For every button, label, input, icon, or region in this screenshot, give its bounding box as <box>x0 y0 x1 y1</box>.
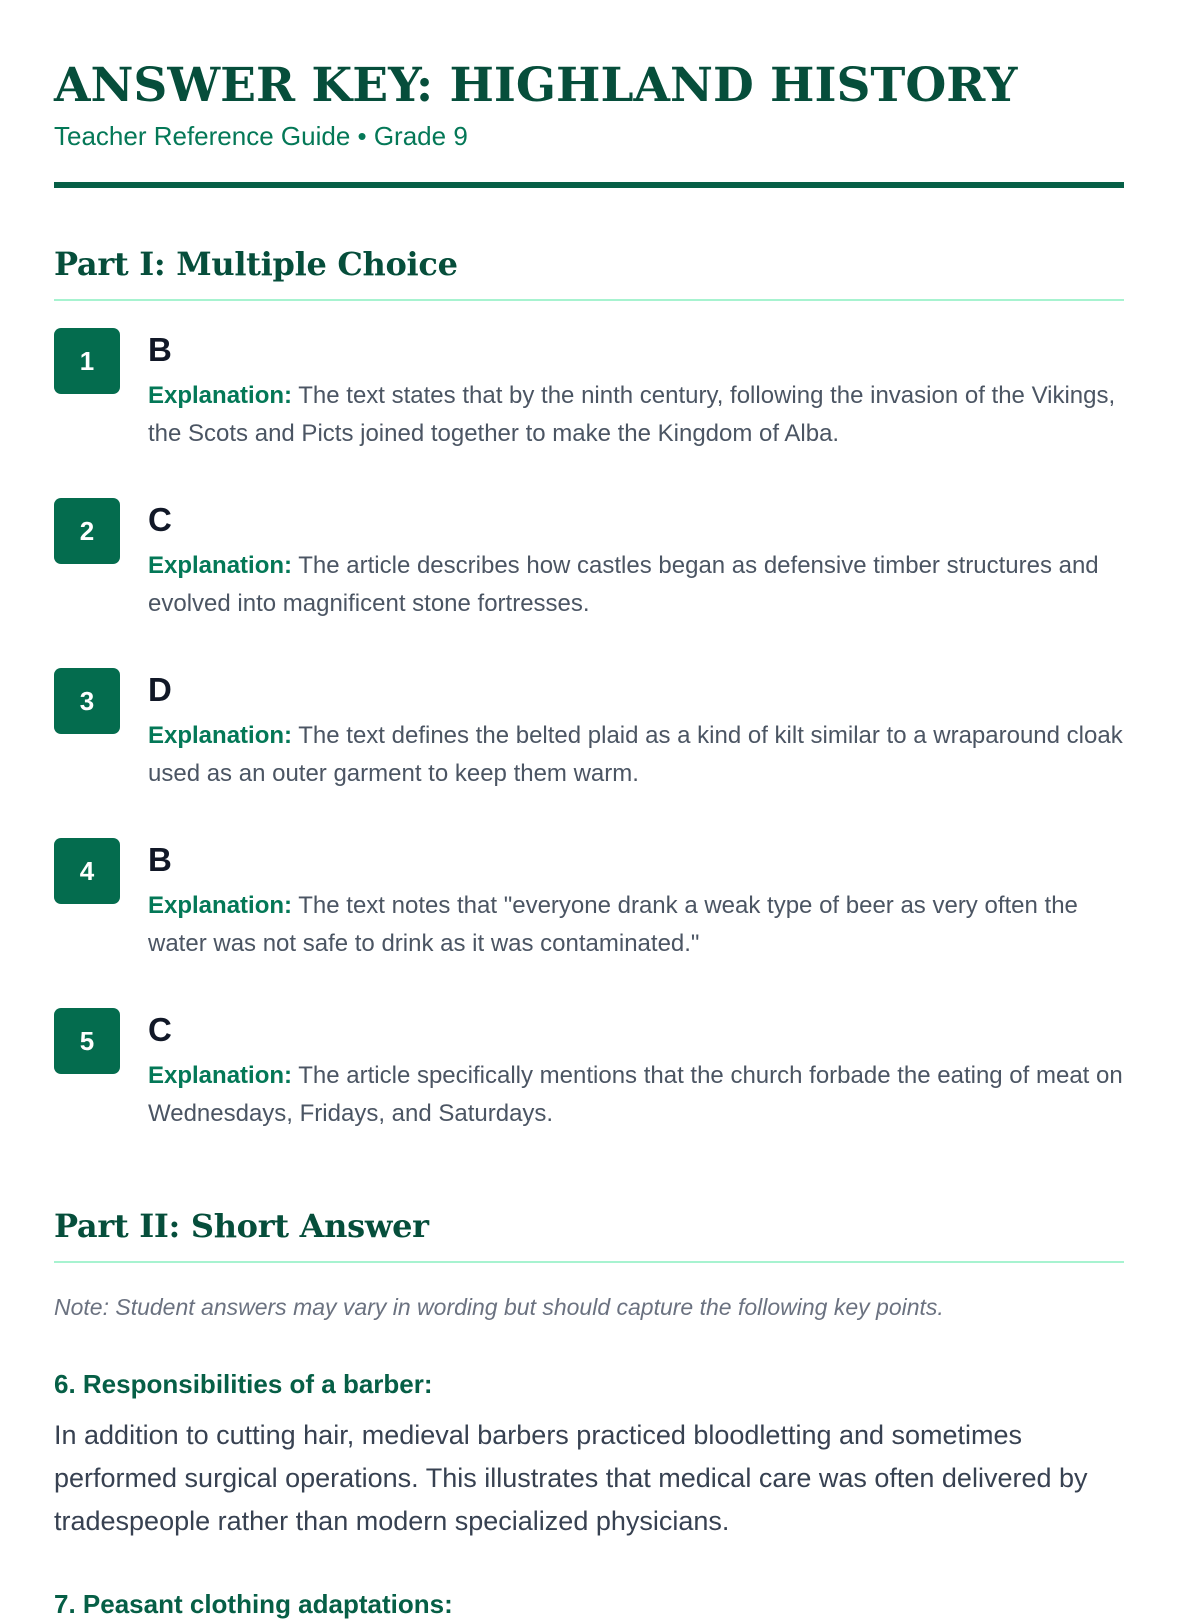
explanation-label: Explanation: <box>148 552 293 579</box>
explanation-text: The text notes that "everyone drank a weak type of beer as very often the water was not safe to drink as it was contaminated." <box>148 892 1078 957</box>
question-number-badge: 3 <box>54 668 120 734</box>
question-number-badge: 2 <box>54 498 120 564</box>
question-number-badge: 5 <box>54 1008 120 1074</box>
explanation-text: The article specifically mentions that the church forbade the eating of meat on Wednesdays, Fridays, and Saturdays. <box>148 1062 1123 1127</box>
question-number-badge: 4 <box>54 838 120 904</box>
answer-letter: B <box>148 841 172 878</box>
answer-letter: D <box>148 671 172 708</box>
document-header <box>54 0 1124 188</box>
question-number-badge: 1 <box>54 328 120 394</box>
multiple-choice-list <box>54 328 1124 1178</box>
part-two-section <box>54 1178 1124 1621</box>
answer-explanation <box>148 1057 1124 1133</box>
part-one-title: Part I: Multiple Choice <box>54 245 458 283</box>
explanation-label: Explanation: <box>148 1062 293 1089</box>
explanation-label: Explanation: <box>148 892 293 919</box>
question-body <box>148 498 1124 623</box>
part-one-section <box>54 244 1124 1178</box>
answer-letter: B <box>148 331 172 368</box>
question-body <box>148 668 1124 793</box>
question-item <box>54 668 1124 838</box>
short-answer-title: 7. Peasant clothing adaptations: <box>54 1589 453 1619</box>
question-item <box>54 838 1124 1008</box>
question-body <box>148 838 1124 963</box>
short-answer-item <box>54 1367 1124 1543</box>
question-body <box>148 328 1124 453</box>
answer-explanation <box>148 547 1124 623</box>
question-item <box>54 498 1124 668</box>
part-two-title: Part II: Short Answer <box>54 1207 429 1245</box>
short-answer-title: 6. Responsibilities of a barber: <box>54 1369 433 1399</box>
answer-letter: C <box>148 1011 172 1048</box>
answer-explanation <box>148 377 1124 453</box>
question-body <box>148 1008 1124 1133</box>
question-item <box>54 328 1124 498</box>
document-title: ANSWER KEY: HIGHLAND HISTORY <box>54 58 1018 113</box>
part-one-divider <box>54 299 1124 301</box>
header-divider <box>54 182 1124 188</box>
short-answer-text: In addition to cutting hair, medieval barbers practiced bloodletting and sometimes performed surgical operations. This illustrates that medical care was often delivered by tradespeople rather than modern specialized physicians. <box>54 1420 1088 1536</box>
answer-explanation <box>148 887 1124 963</box>
explanation-text: The text states that by the ninth century, following the invasion of the Vikings, the Scots and Picts joined together to make the Kingdom of Alba. <box>148 382 1116 447</box>
question-item <box>54 1008 1124 1178</box>
short-answer-item <box>54 1587 1124 1621</box>
answer-explanation <box>148 717 1124 793</box>
grading-note: Note: Student answers may vary in wording but should capture the following key points. <box>54 1294 944 1320</box>
explanation-text: The text defines the belted plaid as a kind of kilt similar to a wraparound cloak used as an outer garment to keep them warm. <box>148 722 1123 787</box>
document-subtitle: Teacher Reference Guide • Grade 9 <box>54 121 468 151</box>
explanation-label: Explanation: <box>148 382 293 409</box>
explanation-label: Explanation: <box>148 722 293 749</box>
part-two-divider <box>54 1261 1124 1263</box>
explanation-text: The article describes how castles began as defensive timber structures and evolved into magnificent stone fortresses. <box>148 552 1099 617</box>
answer-letter: C <box>148 501 172 538</box>
